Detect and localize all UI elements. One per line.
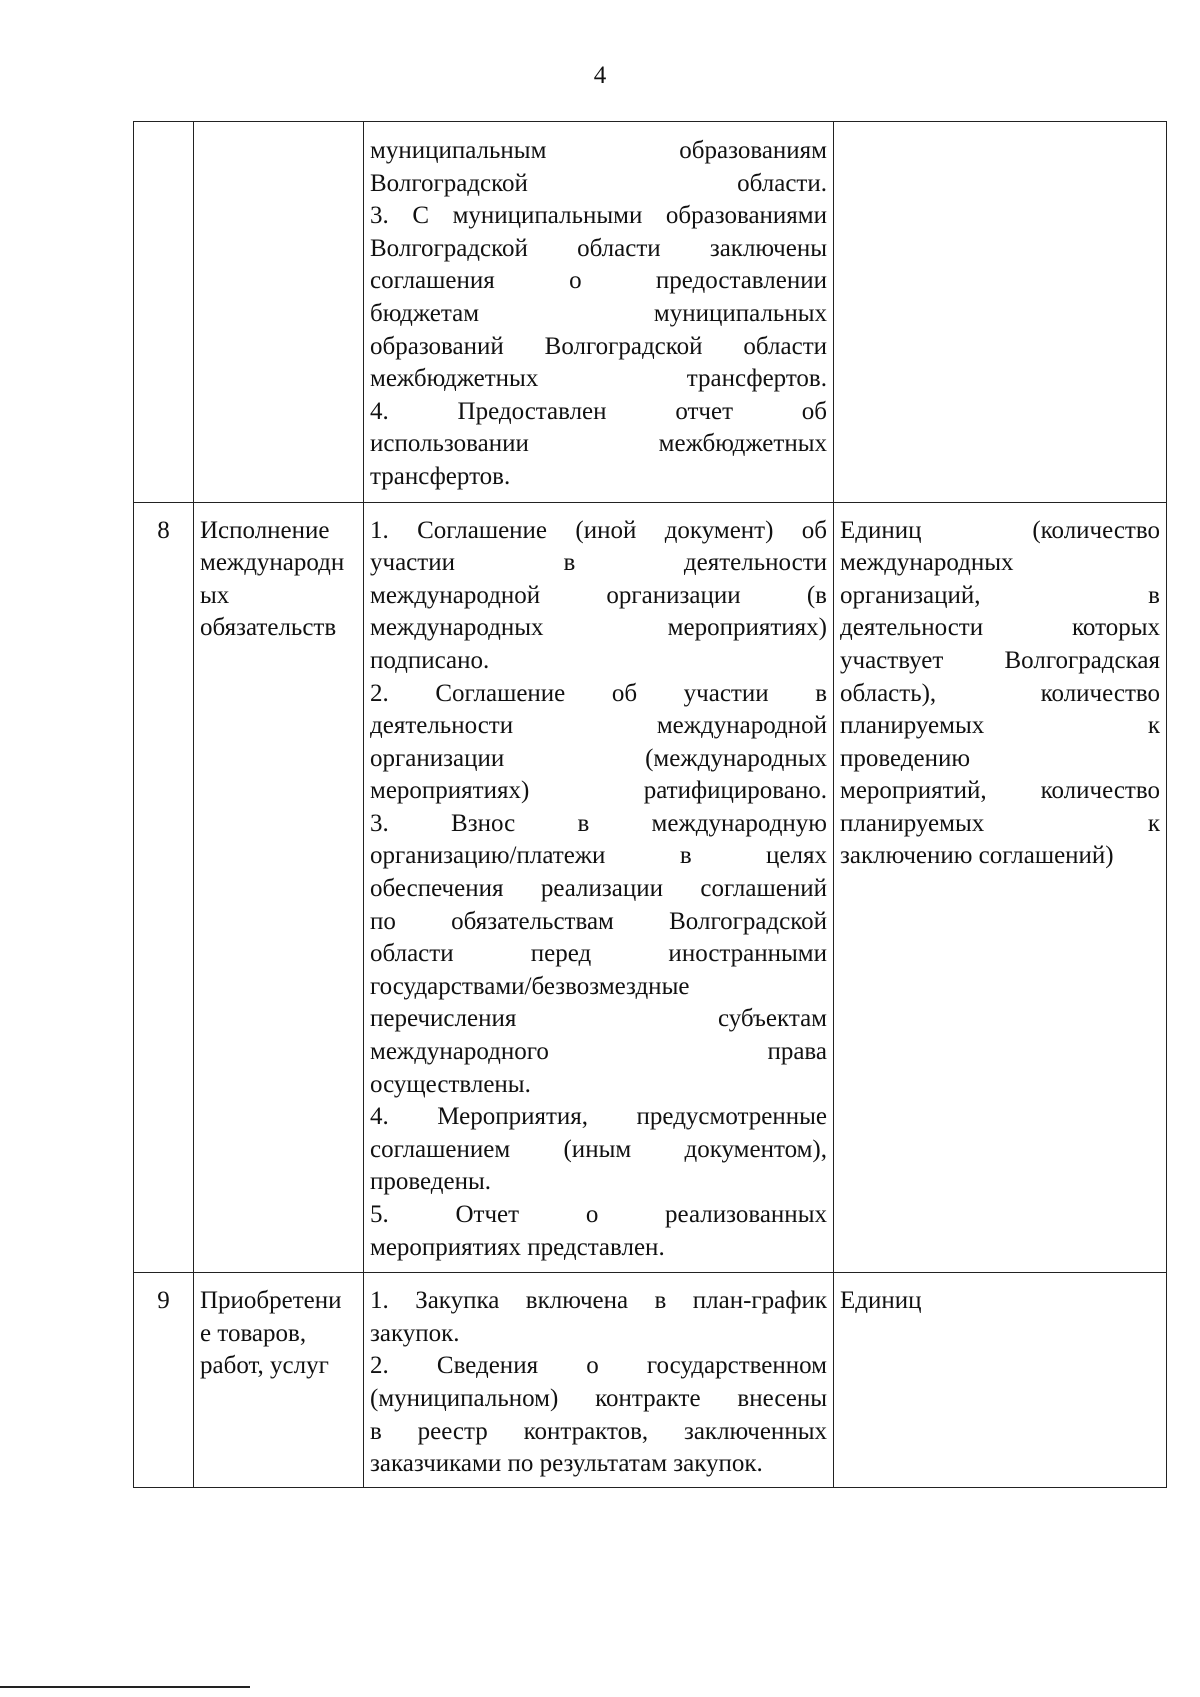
text-line: международных [840,549,1014,577]
text-line: образований Волгоградской области [370,332,827,360]
text-line: деятельности международной [370,712,827,740]
text-line: 5. Отчет о реализованных [370,1201,827,1228]
text-line: 2. Сведения о государственном [370,1352,827,1380]
text-line: деятельности которых [840,614,1160,642]
text-line: 1. Соглашение (иной документ) об [370,516,827,544]
text-line: 3. Взнос в международную [370,809,827,837]
text-line: использовании межбюджетных [370,430,827,458]
text-line: Приобретени [200,1287,342,1315]
page-number: 4 [593,62,607,89]
text-line: ых [200,581,230,609]
row-number-cell [134,122,194,503]
row-number-cell: 8 [134,502,194,1273]
text-line: обязательств [200,614,337,642]
row-name-cell [194,1273,364,1488]
text-line: организации (международных [370,744,827,772]
results-table [133,121,1167,1488]
text-line: заключению соглашений) [840,842,1114,870]
table-row-continuation [134,122,1167,503]
unit-cell [834,502,1167,1273]
text-line: проведению [840,744,971,772]
text-line: работ, услуг [200,1352,329,1380]
text-line: закупок. [370,1319,460,1347]
unit-cell [834,122,1167,503]
text-line: Единиц (количество [840,516,1160,544]
text-line: международн [200,549,345,577]
text-line: участвует Волгоградская [840,646,1160,674]
result-cell [364,502,834,1273]
text-line: международных мероприятиях) [370,614,827,642]
text-line: участии в деятельности [370,549,827,577]
text-line: соглашением (иным документом), [370,1135,827,1163]
text-line: организацию/платежи в целях [370,842,827,870]
text-line: бюджетам муниципальных [370,299,827,327]
text-line: муниципальным образованиям [370,137,827,164]
text-line: международного права [370,1038,827,1066]
text-line: подписано. [370,646,490,674]
unit-cell [834,1273,1167,1488]
text-line: мероприятий, количество [840,777,1160,805]
text-line: перечисления субъектам [370,1005,827,1033]
text-line: (муниципальном) контракте внесены [370,1384,827,1412]
result-cell [364,1273,834,1488]
footnote-rule [0,1686,250,1688]
text-line: Волгоградской области. [370,169,827,197]
text-line: область), количество [840,679,1160,707]
result-cell [364,122,834,503]
table-row-9 [134,1273,1167,1488]
text-line: международной организации (в [370,581,827,609]
text-line: 4. Мероприятия, предусмотренные [370,1103,827,1131]
text-line: 3. С муниципальными образованиями [370,202,827,230]
text-line: государствами/безвозмездные [370,972,690,1000]
text-line: в реестр контрактов, заключенных [370,1417,827,1445]
text-line: обеспечения реализации соглашений [370,875,827,903]
table-row-8 [134,502,1167,1273]
row-name-cell [194,122,364,503]
row-number-cell: 9 [134,1273,194,1488]
text-line: мероприятиях) ратифицировано. [370,777,827,805]
text-line: проведены. [370,1168,492,1196]
text-line: 1. Закупка включена в план-график [370,1287,827,1315]
text-line: планируемых к [840,712,1160,740]
text-line: мероприятиях представлен. [370,1233,665,1261]
text-line: заказчиками по результатам закупок. [370,1450,763,1478]
text-line: Исполнение [200,516,330,544]
text-line: межбюджетных трансфертов. [370,365,827,393]
text-line: 2. Соглашение об участии в [370,679,827,707]
text-line: по обязательствам Волгоградской [370,907,827,935]
text-line: Волгоградской области заключены [370,234,827,262]
text-line: области перед иностранными [370,940,827,968]
text-line: соглашения о предоставлении [370,267,827,295]
text-line: Единиц [840,1287,922,1315]
text-line: 4. Предоставлен отчет об [370,397,827,425]
text-line: осуществлены. [370,1070,531,1098]
row-name-cell [194,502,364,1273]
text-line: организаций, в [840,581,1160,609]
text-line: трансфертов. [370,462,511,490]
text-line: е товаров, [200,1319,307,1347]
text-line: планируемых к [840,809,1160,837]
